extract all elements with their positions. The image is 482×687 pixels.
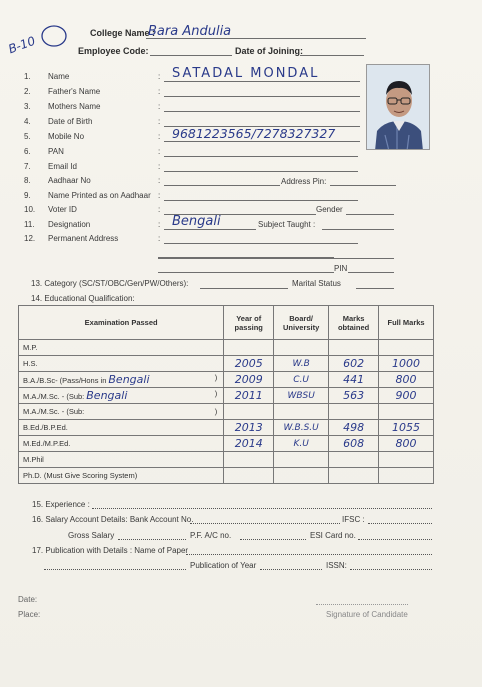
field-label: Date of Birth [48,117,93,126]
field-colon: : [158,234,161,243]
full-cell: 900 [379,388,434,404]
marital-status-line [356,288,394,289]
table-row [19,420,434,436]
field-colon: : [158,191,161,200]
esi-line [358,539,432,540]
field-line [164,200,358,201]
education-table [18,305,434,484]
exam-close-paren: ) [214,373,218,382]
year-cell [224,452,274,468]
table-row [19,404,434,420]
marks-cell: 441 [329,372,379,388]
signature-line [316,604,408,605]
table-row [19,388,434,404]
field-label: Father's Name [48,87,101,96]
exam-subject: Bengali [86,389,128,402]
pf-line [240,539,306,540]
field-line [164,243,358,244]
corner-note: B-10 [6,33,38,57]
address-pin-label: Address Pin: [281,177,327,186]
gross-salary-line [118,539,186,540]
col-year: Year of passing [224,306,274,340]
exam-name: M.A./M.Sc. - (Sub: [23,392,85,401]
salary-account-label: 16. Salary Account Details: Bank Account No. [32,515,194,524]
field-line [164,171,358,172]
field-colon: : [158,205,161,214]
year-cell: 2009 [224,372,274,388]
field-number: 5. [24,132,31,141]
board-cell [274,340,329,356]
field-number: 3. [24,102,31,111]
field-label: Designation [48,220,91,229]
marks-cell [329,404,379,420]
field-colon: : [158,162,161,171]
full-cell: 800 [379,436,434,452]
candidate-photo [366,64,430,150]
exam-cell [19,420,224,436]
marks-cell: 563 [329,388,379,404]
exam-name: M.Ed./M.P.Ed. [23,439,71,448]
address-pin-line [330,185,396,186]
field-number: 8. [24,176,31,185]
category-label: 13. Category (SC/ST/OBC/Gen/PW/Others): [31,279,189,288]
board-cell: W.B.S.U [274,420,329,436]
ifsc-label: IFSC : [342,515,365,524]
exam-name: B.Ed./B.P.Ed. [23,423,68,432]
field-number: 4. [24,117,31,126]
college-name-value: Bara Andulia [148,24,232,39]
marks-cell: 602 [329,356,379,372]
experience-line [92,508,432,509]
table-row [19,468,434,484]
exam-subject: Bengali [108,373,150,386]
board-cell: WBSU [274,388,329,404]
employee-code-label: Employee Code: [78,46,149,56]
board-cell: C.U [274,372,329,388]
publication-line [186,554,432,555]
marks-cell [329,452,379,468]
field-number: 12. [24,234,36,243]
marital-status-label: Marital Status [292,279,341,288]
field-label: PAN [48,147,64,156]
field-colon: : [158,102,161,111]
publication-line-2 [44,569,186,570]
year-cell [224,404,274,420]
field-colon: : [158,132,161,141]
field-line [164,229,256,230]
bank-account-line [190,523,340,524]
field-line [164,96,360,97]
gender-line [346,214,394,215]
exam-name: M.A./M.Sc. - (Sub: [23,407,85,416]
year-cell: 2014 [224,436,274,452]
employee-code-line [150,55,232,56]
field-colon: : [158,176,161,185]
exam-cell [19,436,224,452]
field-line [164,81,360,82]
field-label: Email Id [48,162,77,171]
address-line-4 [158,272,334,273]
table-row [19,356,434,372]
exam-name: H.S. [23,359,38,368]
exam-cell [19,452,224,468]
year-cell: 2013 [224,420,274,436]
gender-label: Gender [316,205,343,214]
board-cell [274,404,329,420]
exam-cell [19,356,224,372]
field-value: 9681223565/7278327327 [172,126,336,141]
field-number: 1. [24,72,31,81]
exam-cell [19,468,224,484]
pub-year-label: Publication of Year [190,561,257,570]
year-cell [224,468,274,484]
exam-cell [19,388,224,404]
field-number: 7. [24,162,31,171]
field-label: Permanent Address [48,234,119,243]
edu-qual-label: 14. Educational Qualification: [31,294,135,303]
board-cell: K.U [274,436,329,452]
exam-name: Ph.D. (Must Give Scoring System) [23,471,138,480]
exam-cell [19,372,224,388]
field-number: 2. [24,87,31,96]
field-label: Name [48,72,70,81]
field-number: 10. [24,205,36,214]
category-line [200,288,288,289]
full-cell: 1055 [379,420,434,436]
full-cell [379,340,434,356]
marks-cell: 498 [329,420,379,436]
address-line-2 [158,258,394,259]
col-exam: Examination Passed [19,306,224,340]
gross-salary-label: Gross Salary [68,531,115,540]
field-label: Mobile No [48,132,85,141]
year-cell: 2005 [224,356,274,372]
pin-label: PIN [334,264,348,273]
date-label: Date: [18,595,38,604]
college-name-label: College Name : [90,28,156,38]
exam-cell [19,404,224,420]
table-header-row [19,306,434,340]
table-row [19,452,434,468]
address-line-3 [158,257,334,258]
table-row [19,436,434,452]
col-marks: Marks obtained [329,306,379,340]
full-cell [379,404,434,420]
marks-cell [329,340,379,356]
field-colon: : [158,87,161,96]
publication-label: 17. Publication with Details : Name of Paper [32,546,189,555]
issn-label: ISSN: [326,561,347,570]
place-label: Place: [18,610,41,619]
field-label: Voter ID [48,205,77,214]
esi-label: ESI Card no. [310,531,356,540]
subject-taught-line [322,229,394,230]
field-label: Name Printed as on Aadhaar [48,191,151,200]
board-cell [274,452,329,468]
board-cell: W.B [274,356,329,372]
doj-label: Date of Joining: [235,46,303,56]
full-cell [379,468,434,484]
field-number: 6. [24,147,31,156]
year-cell [224,340,274,356]
marks-cell: 608 [329,436,379,452]
field-line [164,111,360,112]
field-colon: : [158,117,161,126]
exam-cell [19,340,224,356]
exam-close-paren: ) [214,407,218,416]
board-cell [274,468,329,484]
pf-label: P.F. A/C no. [190,531,232,540]
field-number: 9. [24,191,31,200]
field-number: 11. [24,220,35,229]
field-label: Mothers Name [48,102,101,111]
ifsc-line [368,523,432,524]
pin-line [348,272,394,273]
experience-label: 15. Experience : [32,500,90,509]
col-board: Board/ University [274,306,329,340]
field-colon: : [158,220,161,229]
field-colon: : [158,72,161,81]
exam-name: B.A./B.Sc- (Pass/Hons in [23,376,107,385]
marks-cell [329,468,379,484]
field-line [164,185,280,186]
full-cell: 1000 [379,356,434,372]
field-line [164,156,358,157]
issn-line [350,569,432,570]
field-label: Aadhaar No [48,176,91,185]
field-colon: : [158,147,161,156]
year-cell: 2011 [224,388,274,404]
exam-name: M.P. [23,343,38,352]
field-value: Bengali [172,214,221,229]
exam-close-paren: ) [214,389,218,398]
exam-name: M.Phil [23,455,44,464]
field-value: SATADAL MONDAL [172,66,320,81]
full-cell: 800 [379,372,434,388]
signature-label: Signature of Candidate [326,610,408,619]
field-line [164,141,360,142]
pub-year-line [260,569,322,570]
table-row [19,340,434,356]
table-row [19,372,434,388]
doj-line [300,55,364,56]
col-full-marks: Full Marks [379,306,434,340]
subject-taught-label: Subject Taught : [258,220,316,229]
full-cell [379,452,434,468]
